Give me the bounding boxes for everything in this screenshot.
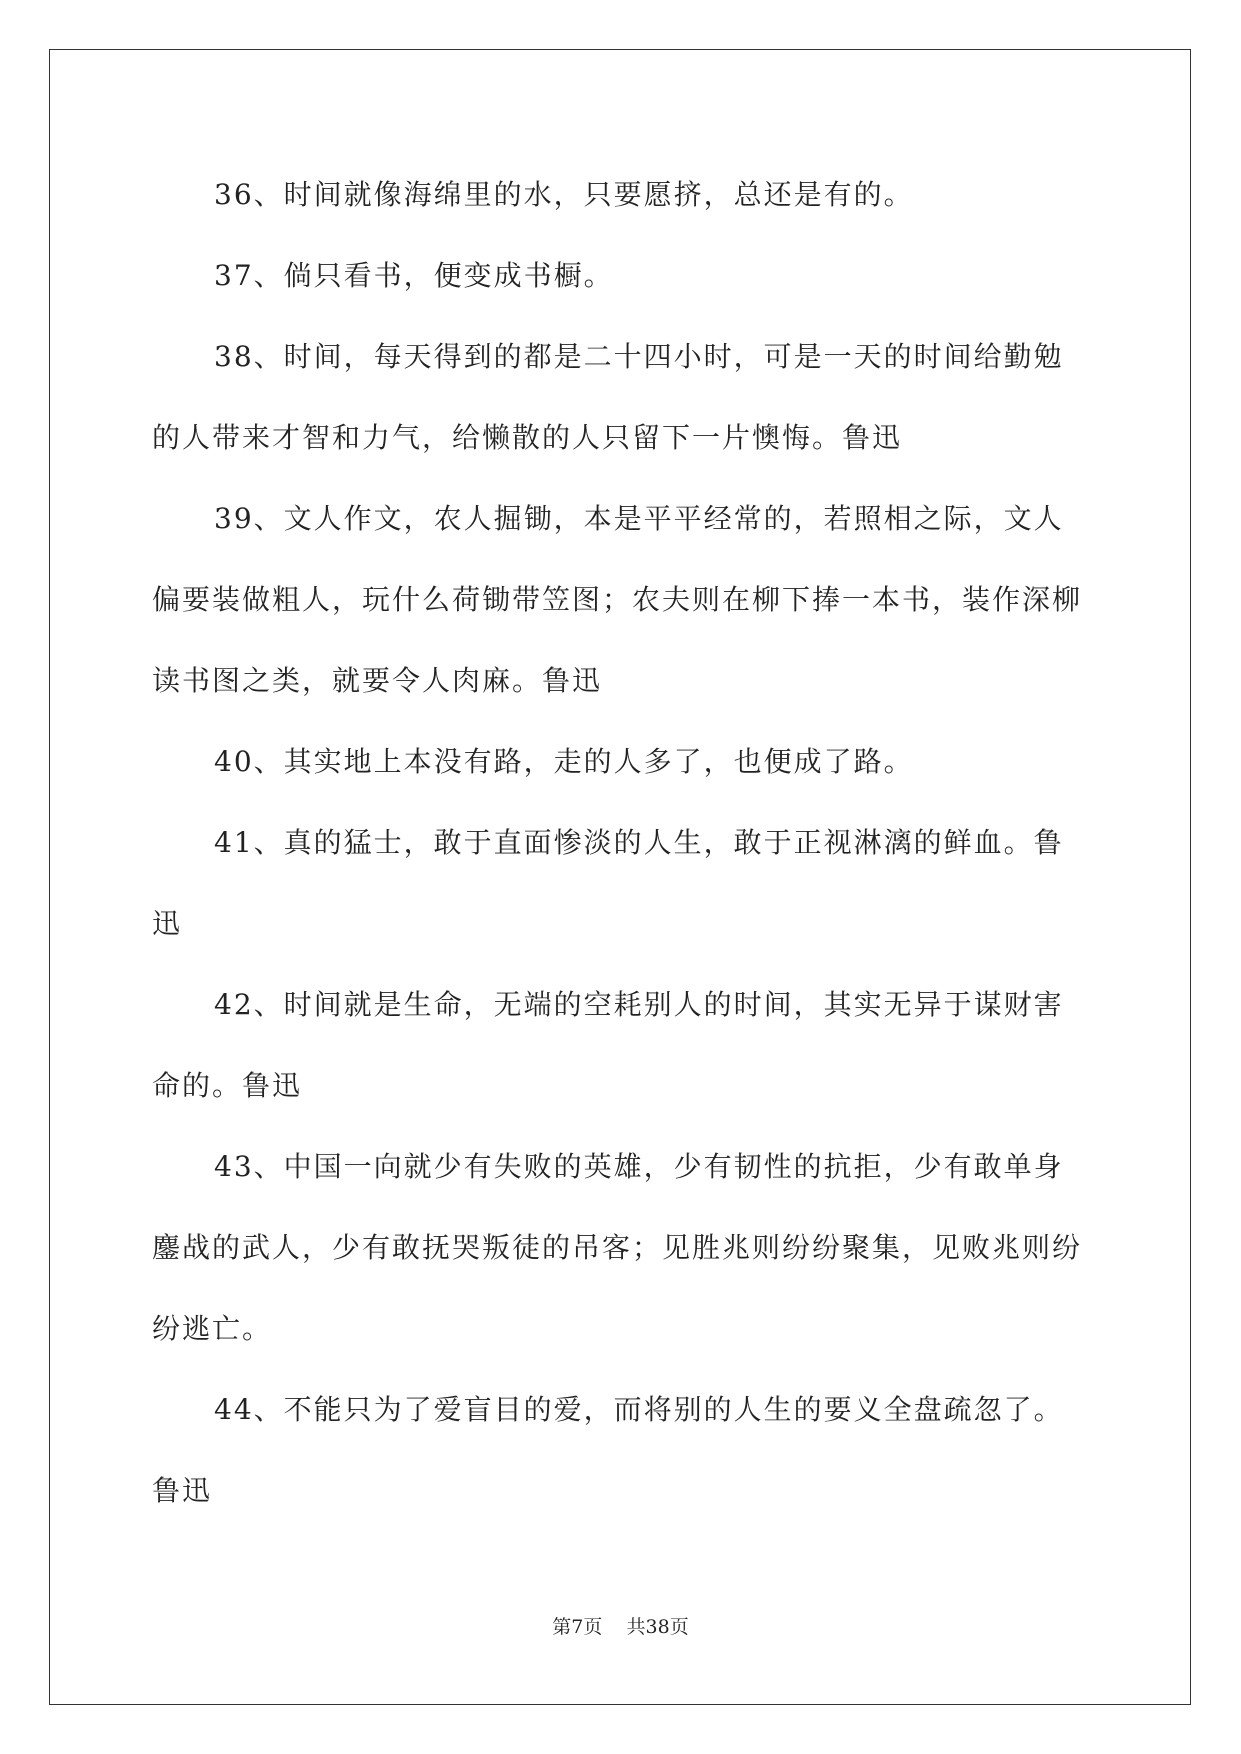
quote-paragraph: 37、倘只看书，便变成书橱。	[214, 259, 614, 292]
page-footer	[0, 1612, 1241, 1639]
quote-paragraph: 38、时间，每天得到的都是二十四小时，可是一天的时间给勤勉的人带来才智和力气，给懒散的人只留下一片懊悔。鲁迅	[152, 340, 1064, 454]
document-body	[152, 154, 1092, 1531]
quote-paragraph: 36、时间就像海绵里的水，只要愿挤，总还是有的。	[214, 178, 914, 211]
quote-paragraph: 43、中国一向就少有失败的英雄，少有韧性的抗拒，少有敢单身鏖战的武人，少有敢抚哭叛徒的吊客；见胜兆则纷纷聚集，见败兆则纷纷逃亡。	[152, 1150, 1083, 1345]
page-total: 共38页	[626, 1616, 689, 1638]
quote-paragraph: 39、文人作文，农人掘锄，本是平平经常的，若照相之际，文人偏要装做粗人，玩什么荷锄带笠图；农夫则在柳下捧一本书，装作深柳读书图之类，就要令人肉麻。鲁迅	[152, 502, 1083, 697]
quote-paragraph: 42、时间就是生命，无端的空耗别人的时间，其实无异于谋财害命的。鲁迅	[152, 988, 1064, 1102]
quote-paragraph: 41、真的猛士，敢于直面惨淡的人生，敢于正视淋漓的鲜血。鲁迅	[152, 826, 1064, 940]
quote-paragraph: 44、不能只为了爱盲目的爱，而将别的人生的要义全盘疏忽了。鲁迅	[152, 1393, 1064, 1507]
page-number: 第7页	[552, 1616, 603, 1638]
quote-paragraph: 40、其实地上本没有路，走的人多了，也便成了路。	[214, 745, 914, 778]
